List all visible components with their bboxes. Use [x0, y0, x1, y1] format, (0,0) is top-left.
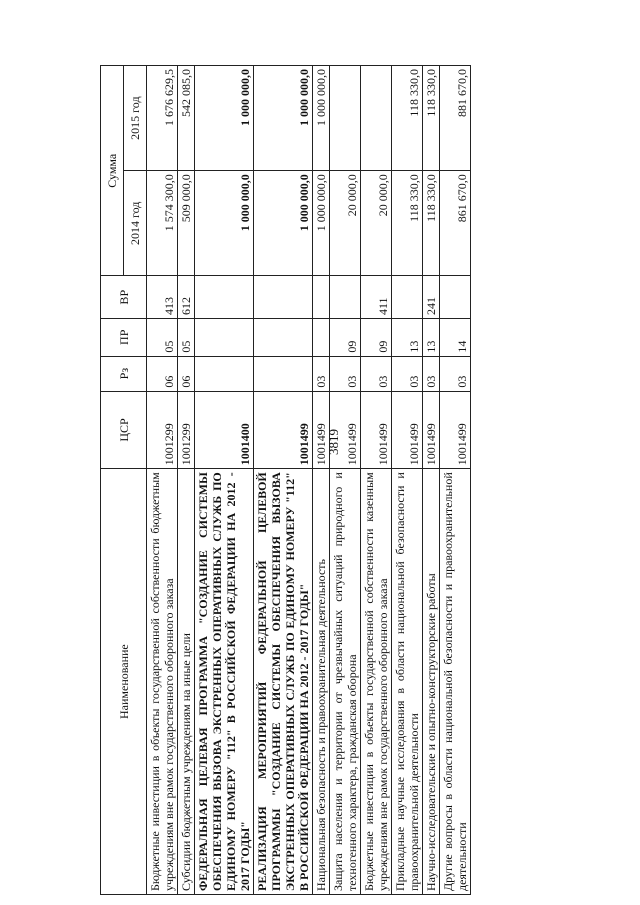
row-sum-2014: 861 670,0	[440, 171, 471, 276]
row-pr: 05	[147, 319, 178, 357]
row-sum-2014: 509 000,0	[178, 171, 195, 276]
table-row	[254, 66, 313, 895]
row-sum-2015	[361, 66, 392, 171]
header-csr: ЦСР	[101, 391, 147, 469]
row-vr: 241	[423, 276, 440, 319]
row-csr: 1001499	[423, 391, 440, 469]
header-2015: 2015 год	[124, 66, 147, 171]
row-csr: 1001499	[313, 391, 330, 469]
header-sum: Сумма	[101, 66, 124, 276]
row-rz: 03	[330, 356, 361, 391]
row-sum-2015: 118 330,0	[392, 66, 423, 171]
row-pr: 13	[423, 319, 440, 357]
row-csr: 1001400	[195, 391, 254, 469]
row-vr	[330, 276, 361, 319]
row-name: Прикладные научные исследования в области национальной безопасности и правоохранительной деятельности	[392, 469, 423, 895]
row-sum-2014: 1 000 000,0	[313, 171, 330, 276]
table-row	[330, 66, 361, 895]
row-csr: 1001499	[361, 391, 392, 469]
row-vr: 413	[147, 276, 178, 319]
row-rz: 06	[147, 356, 178, 391]
row-pr	[195, 319, 254, 357]
rotated-table-wrapper	[100, 65, 540, 895]
header-rz: Рз	[101, 356, 147, 391]
row-pr	[313, 319, 330, 357]
row-pr: 09	[330, 319, 361, 357]
budget-table	[100, 65, 471, 895]
row-pr: 13	[392, 319, 423, 357]
row-name: Субсидии бюджетным учреждениям на иные цели	[178, 469, 195, 895]
row-sum-2015: 542 085,0	[178, 66, 195, 171]
row-sum-2015: 1 676 629,5	[147, 66, 178, 171]
header-name: Наименование	[101, 469, 147, 895]
table-row	[178, 66, 195, 895]
row-csr: 1001299	[178, 391, 195, 469]
row-rz	[195, 356, 254, 391]
row-vr: 411	[361, 276, 392, 319]
row-vr	[392, 276, 423, 319]
row-sum-2015: 1 000 000,0	[254, 66, 313, 171]
row-name: Национальная безопасность и правоохранительная деятельность	[313, 469, 330, 895]
table-row	[440, 66, 471, 895]
row-sum-2015: 1 000 000,0	[195, 66, 254, 171]
table-row	[361, 66, 392, 895]
header-vr: ВР	[101, 276, 147, 319]
row-sum-2014: 1 000 000,0	[254, 171, 313, 276]
row-name: Бюджетные инвестиции в объекты государственной собственности казенным учреждениям вне рамок государственного оборонного заказа	[361, 469, 392, 895]
row-sum-2014: 118 330,0	[423, 171, 440, 276]
row-rz: 03	[313, 356, 330, 391]
row-name: Защита населения и территории от чрезвычайных ситуаций природного и техногенного характера, гражданская оборона	[330, 469, 361, 895]
row-pr	[254, 319, 313, 357]
row-pr: 05	[178, 319, 195, 357]
row-vr	[440, 276, 471, 319]
table-body	[147, 66, 471, 895]
row-name: Бюджетные инвестиции в объекты государственной собственности бюджетным учреждениям вне рамок государственного оборонного заказа	[147, 469, 178, 895]
table-row	[313, 66, 330, 895]
row-rz: 03	[423, 356, 440, 391]
row-sum-2014: 1 574 300,0	[147, 171, 178, 276]
row-rz: 03	[361, 356, 392, 391]
row-sum-2015: 1 000 000,0	[313, 66, 330, 171]
row-pr: 14	[440, 319, 471, 357]
row-rz: 03	[392, 356, 423, 391]
row-sum-2015: 118 330,0	[423, 66, 440, 171]
row-vr	[313, 276, 330, 319]
row-csr: 1001499	[254, 391, 313, 469]
row-rz: 06	[178, 356, 195, 391]
row-vr	[254, 276, 313, 319]
row-sum-2014: 118 330,0	[392, 171, 423, 276]
row-sum-2014: 20 000,0	[361, 171, 392, 276]
row-rz	[254, 356, 313, 391]
row-name: Научно-исследовательские и опытно-конструкторские работы	[423, 469, 440, 895]
row-pr: 09	[361, 319, 392, 357]
table-row	[423, 66, 440, 895]
table-row	[195, 66, 254, 895]
row-name: РЕАЛИЗАЦИЯ МЕРОПРИЯТИЙ ФЕДЕРАЛЬНОЙ ЦЕЛЕВОЙ ПРОГРАММЫ "СОЗДАНИЕ СИСТЕМЫ ОБЕСПЕЧЕНИЯ ВЫЗОВА ЭКСТРЕННЫХ ОПЕРАТИВНЫХ СЛУЖБ ПО ЕДИНОМУ НОМЕРУ "112" В РОССИЙСКОЙ ФЕДЕРАЦИИ НА 2012 - 2017 ГОДЫ"	[254, 469, 313, 895]
table-row	[147, 66, 178, 895]
table-row	[392, 66, 423, 895]
row-sum-2014: 1 000 000,0	[195, 171, 254, 276]
row-sum-2014: 20 000,0	[330, 171, 361, 276]
header-2014: 2014 год	[124, 171, 147, 276]
row-csr: 1001499	[392, 391, 423, 469]
row-vr	[195, 276, 254, 319]
row-name: Другие вопросы в области национальной безопасности и правоохранительной деятельности	[440, 469, 471, 895]
row-csr: 1001299	[147, 391, 178, 469]
row-sum-2015: 881 670,0	[440, 66, 471, 171]
header-pr: ПР	[101, 319, 147, 357]
row-name: ФЕДЕРАЛЬНАЯ ЦЕЛЕВАЯ ПРОГРАММА "СОЗДАНИЕ СИСТЕМЫ ОБЕСПЕЧЕНИЯ ВЫЗОВА ЭКСТРЕННЫХ ОПЕРАТИВНЫХ СЛУЖБ ПО ЕДИНОМУ НОМЕРУ "112" В РОССИЙСКОЙ ФЕДЕРАЦИИ НА 2012 - 2017 ГОДЫ"	[195, 469, 254, 895]
row-csr: 1001499	[330, 391, 361, 469]
row-rz: 03	[440, 356, 471, 391]
page-number: 3819	[326, 429, 341, 455]
row-csr: 1001499	[440, 391, 471, 469]
row-vr: 612	[178, 276, 195, 319]
row-sum-2015	[330, 66, 361, 171]
